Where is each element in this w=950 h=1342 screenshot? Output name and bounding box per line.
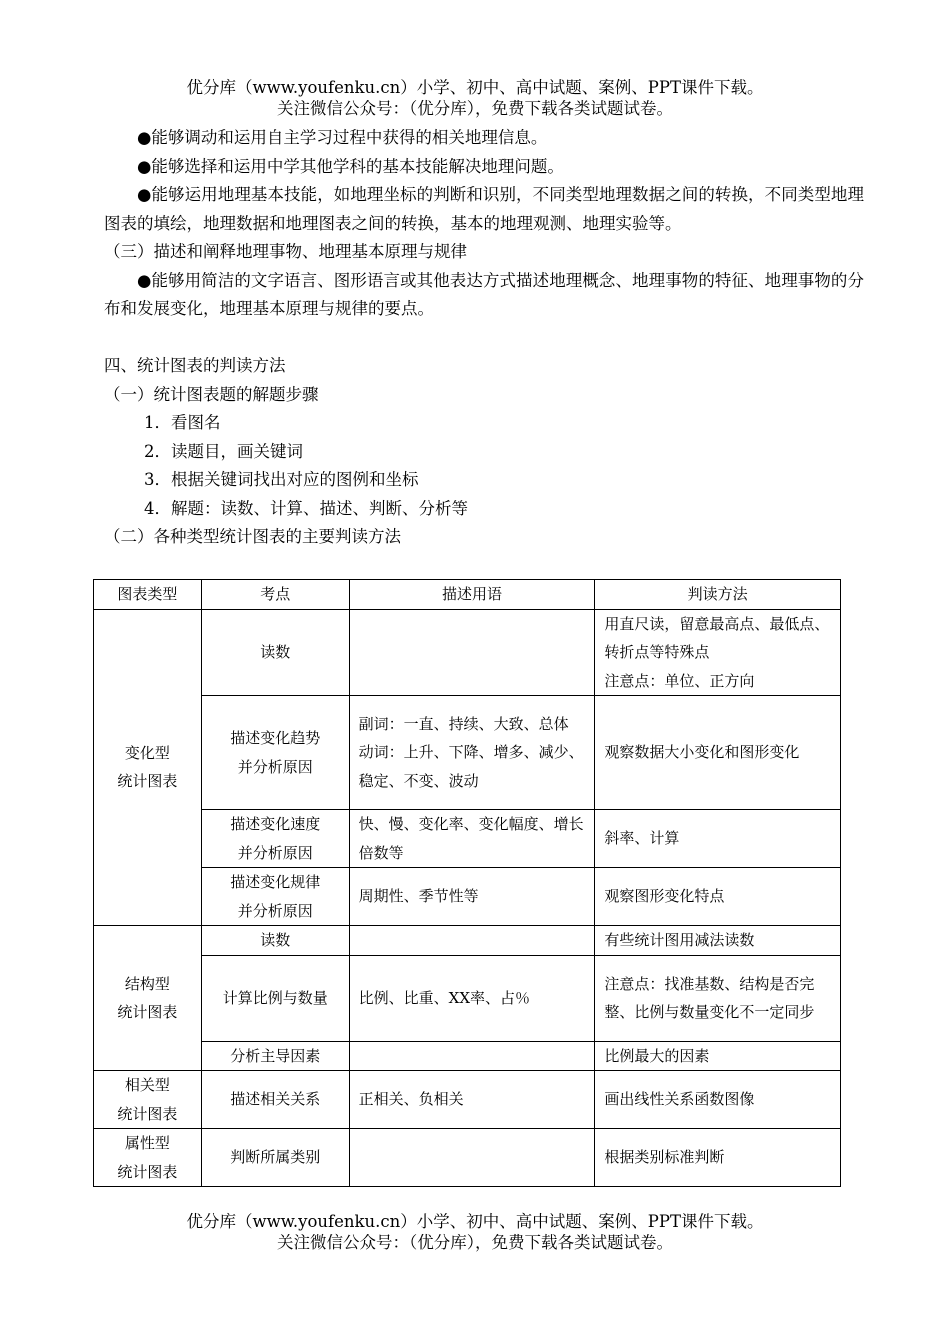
type-cell-correlation: 相关型 统计图表: [94, 1071, 202, 1129]
method-cell: 画出线性关系函数图像: [595, 1071, 841, 1129]
header-line-2: 关注微信公众号：（优分库），免费下载各类试题试卷。: [277, 99, 673, 118]
method-cell: 有些统计图用减法读数: [595, 926, 841, 956]
header-line-1: 优分库（www.youfenku.cn）小学、初中、高中试题、案例、PPT课件下载。: [186, 78, 764, 97]
subsection-two-heading: （二）各种类型统计图表的主要判读方法: [104, 527, 401, 546]
table-header-cell: 考点: [201, 580, 349, 610]
bullet-2: ●能够选择和运用中学其他学科的基本技能解决地理问题。: [137, 156, 564, 176]
method-cell: 注意点：找准基数、结构是否完整、比例与数量变化不一定同步: [595, 955, 841, 1041]
term-cell: [349, 926, 595, 956]
step-2: 2．读题目，画关键词: [144, 441, 303, 461]
page-footer: [0, 1211, 950, 1253]
term-cell: [349, 1041, 595, 1071]
chapter-four-heading: 四、统计图表的判读方法: [104, 356, 286, 375]
point-cell: 描述相关关系: [201, 1071, 349, 1129]
point-cell: 描述变化趋势 并分析原因: [201, 696, 349, 810]
point-cell: 计算比例与数量: [201, 955, 349, 1041]
table-row: [94, 955, 841, 1041]
term-cell: 快、慢、变化率、变化幅度、增长倍数等: [349, 810, 595, 868]
point-cell: 判断所属类别: [201, 1129, 349, 1187]
subsection-one-heading: （一）统计图表题的解题步骤: [104, 384, 319, 404]
term-cell: 比例、比重、XX率、占％: [349, 955, 595, 1041]
table-row: [94, 810, 841, 868]
method-cell: 比例最大的因素: [595, 1041, 841, 1071]
chart-reading-table: [93, 579, 841, 1187]
point-cell: 描述变化规律 并分析原因: [201, 868, 349, 926]
table-header-cell: 图表类型: [94, 580, 202, 610]
method-cell: 斜率、计算: [595, 810, 841, 868]
footer-line-2: 关注微信公众号：（优分库），免费下载各类试题试卷。: [277, 1233, 673, 1252]
method-cell: 根据类别标准判断: [595, 1129, 841, 1187]
table-row: [94, 868, 841, 926]
step-3: 3．根据关键词找出对应的图例和坐标: [144, 470, 419, 489]
document-body: [104, 124, 864, 552]
table-row: [94, 926, 841, 956]
term-cell: [349, 1129, 595, 1187]
table-row: [94, 1129, 841, 1187]
step-1: 1．看图名: [144, 413, 221, 432]
type-cell-structure: 结构型 统计图表: [94, 926, 202, 1071]
method-cell: 观察数据大小变化和图形变化: [595, 696, 841, 810]
type-cell-change: 变化型 统计图表: [94, 609, 202, 926]
table-row: [94, 1071, 841, 1129]
term-cell: 周期性、季节性等: [349, 868, 595, 926]
term-cell: [349, 609, 595, 696]
section-three-heading: （三）描述和阐释地理事物、地理基本原理与规律: [104, 242, 467, 261]
bullet-4: ●能够用简洁的文字语言、图形语言或其他表达方式描述地理概念、地理事物的特征、地理事物的分布和发展变化，地理基本原理与规律的要点。: [104, 270, 864, 318]
step-4: 4．解题：读数、计算、描述、判断、分析等: [144, 498, 468, 518]
method-cell: 观察图形变化特点: [595, 868, 841, 926]
term-cell: 副词：一直、持续、大致、总体 动词：上升、下降、增多、减少、稳定、不变、波动: [349, 696, 595, 810]
table-row: [94, 696, 841, 810]
footer-line-1: 优分库（www.youfenku.cn）小学、初中、高中试题、案例、PPT课件下载。: [186, 1212, 764, 1231]
type-cell-attribute: 属性型 统计图表: [94, 1129, 202, 1187]
table-header-cell: 判读方法: [595, 580, 841, 610]
bullet-3: ●能够运用地理基本技能，如地理坐标的判断和识别，不同类型地理数据之间的转换，不同类型地理图表的填绘，地理数据和地理图表之间的转换，基本的地理观测、地理实验等。: [104, 185, 864, 233]
table-row: [94, 1041, 841, 1071]
table-header-cell: 描述用语: [349, 580, 595, 610]
point-cell: 分析主导因素: [201, 1041, 349, 1071]
page-header: [0, 77, 950, 119]
point-cell: 读数: [201, 926, 349, 956]
method-cell: 用直尺读，留意最高点、最低点、转折点等特殊点 注意点：单位、正方向: [595, 609, 841, 696]
term-cell: 正相关、负相关: [349, 1071, 595, 1129]
point-cell: 读数: [201, 609, 349, 696]
table-row: [94, 609, 841, 696]
bullet-1: ●能够调动和运用自主学习过程中获得的相关地理信息。: [137, 128, 548, 147]
point-cell: 描述变化速度 并分析原因: [201, 810, 349, 868]
table-header-row: [94, 580, 841, 610]
